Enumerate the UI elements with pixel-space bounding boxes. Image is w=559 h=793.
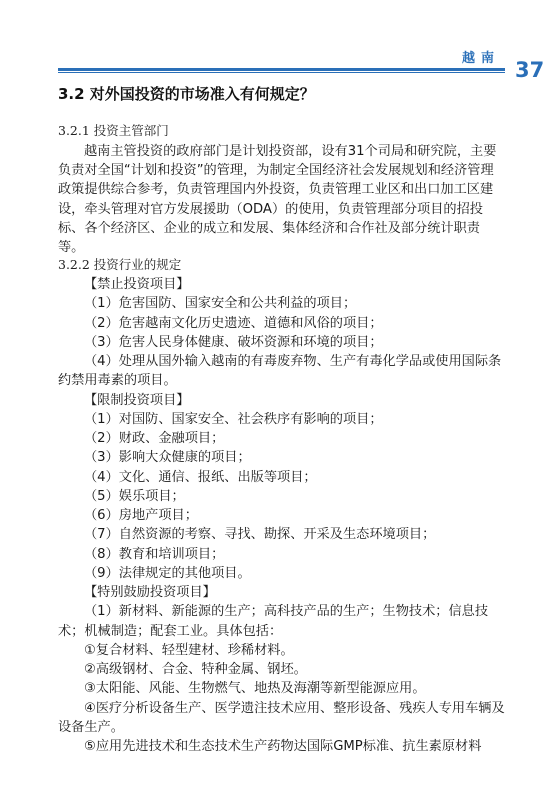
list-subitem: ③太阳能、风能、生物燃气、地热及海潮等新型能源应用。: [84, 681, 426, 697]
list-item: （3）影响大众健康的项目；: [84, 450, 251, 466]
header-rule-thin: [58, 72, 505, 73]
list-item: （9）法律规定的其他项目。: [84, 565, 251, 581]
industry-rules-list: [58, 275, 505, 756]
list-subitem: ⑤应用先进技术和生态技术生产药物达国际GMP标准、抗生素原材料: [84, 739, 482, 754]
header-rule: [58, 68, 505, 71]
page-number: 37: [515, 58, 545, 82]
list-item: （5）娱乐项目；: [84, 488, 185, 504]
list-subitem: ④医疗分析设备生产、医学遗注技术应用、整形设备、残疾人专用车辆及设备生产。: [58, 700, 505, 735]
authority-paragraph-text: 越南主管投资的政府部门是计划投资部，设有31个司局和研究院，主要负责对全国“计划和投资”的管理，为制定全国经济社会发展规划和经济管理政策提供综合参考，负责管理国内外投资，负责管理工业区和出口加工区建设，牵头管理对官方发展援助（ODA）的使用，负责管理部分项目的招投标、各个经济区、企业的成立和发展、集体经济和合作社及部分统计职责等。: [58, 144, 497, 256]
list-item: （4）文化、通信、报纸、出版等项目；: [84, 469, 317, 485]
list-heading-encouraged: 【特别鼓励投资项目】: [84, 585, 216, 600]
list-subitem: ②高级钢材、合金、特种金属、钢坯。: [84, 662, 307, 677]
list-item: （7）自然资源的考察、寻找、勘探、开采及生态环境项目；: [84, 527, 436, 543]
subsection-heading-industry-rules: 3.2.2 投资行业的规定: [58, 257, 182, 272]
list-item: （1）危害国防、国家安全和公共利益的项目；: [84, 296, 357, 312]
section-heading: 3.2 对外国投资的市场准入有何规定？: [58, 85, 315, 103]
list-subitem: ①复合材料、轻型建材、珍稀材料。: [84, 642, 294, 658]
list-item: （2）危害越南文化历史遗迹、道德和风俗的项目；: [84, 315, 383, 331]
list-heading-prohibited: 【禁止投资项目】: [84, 277, 190, 292]
page-header: [0, 0, 559, 90]
list-heading-restricted: 【限制投资项目】: [84, 392, 190, 408]
list-item: （8）教育和培训项目；: [84, 546, 225, 562]
list-item: （1）对国防、国家安全、社会秩序有影响的项目；: [84, 411, 383, 427]
subsection-heading-investment-authority: 3.2.1 投资主管部门: [58, 123, 169, 138]
running-header-country: 越南: [462, 51, 501, 66]
list-item: （6）房地产项目；: [84, 508, 198, 523]
list-item: （1）新材料、新能源的生产；高科技产品的生产；生物技术；信息技术；机械制造；配套工业。具体包括：: [58, 604, 489, 639]
list-item: （3）危害人民身体健康、破坏资源和环境的项目；: [84, 334, 383, 350]
authority-paragraph: [58, 142, 505, 257]
list-item: （2）财政、金融项目；: [84, 431, 225, 446]
list-item: （4）处理从国外输入越南的有毒废弃物、生产有毒化学品或使用国际条约禁用毒素的项目。: [58, 354, 502, 389]
